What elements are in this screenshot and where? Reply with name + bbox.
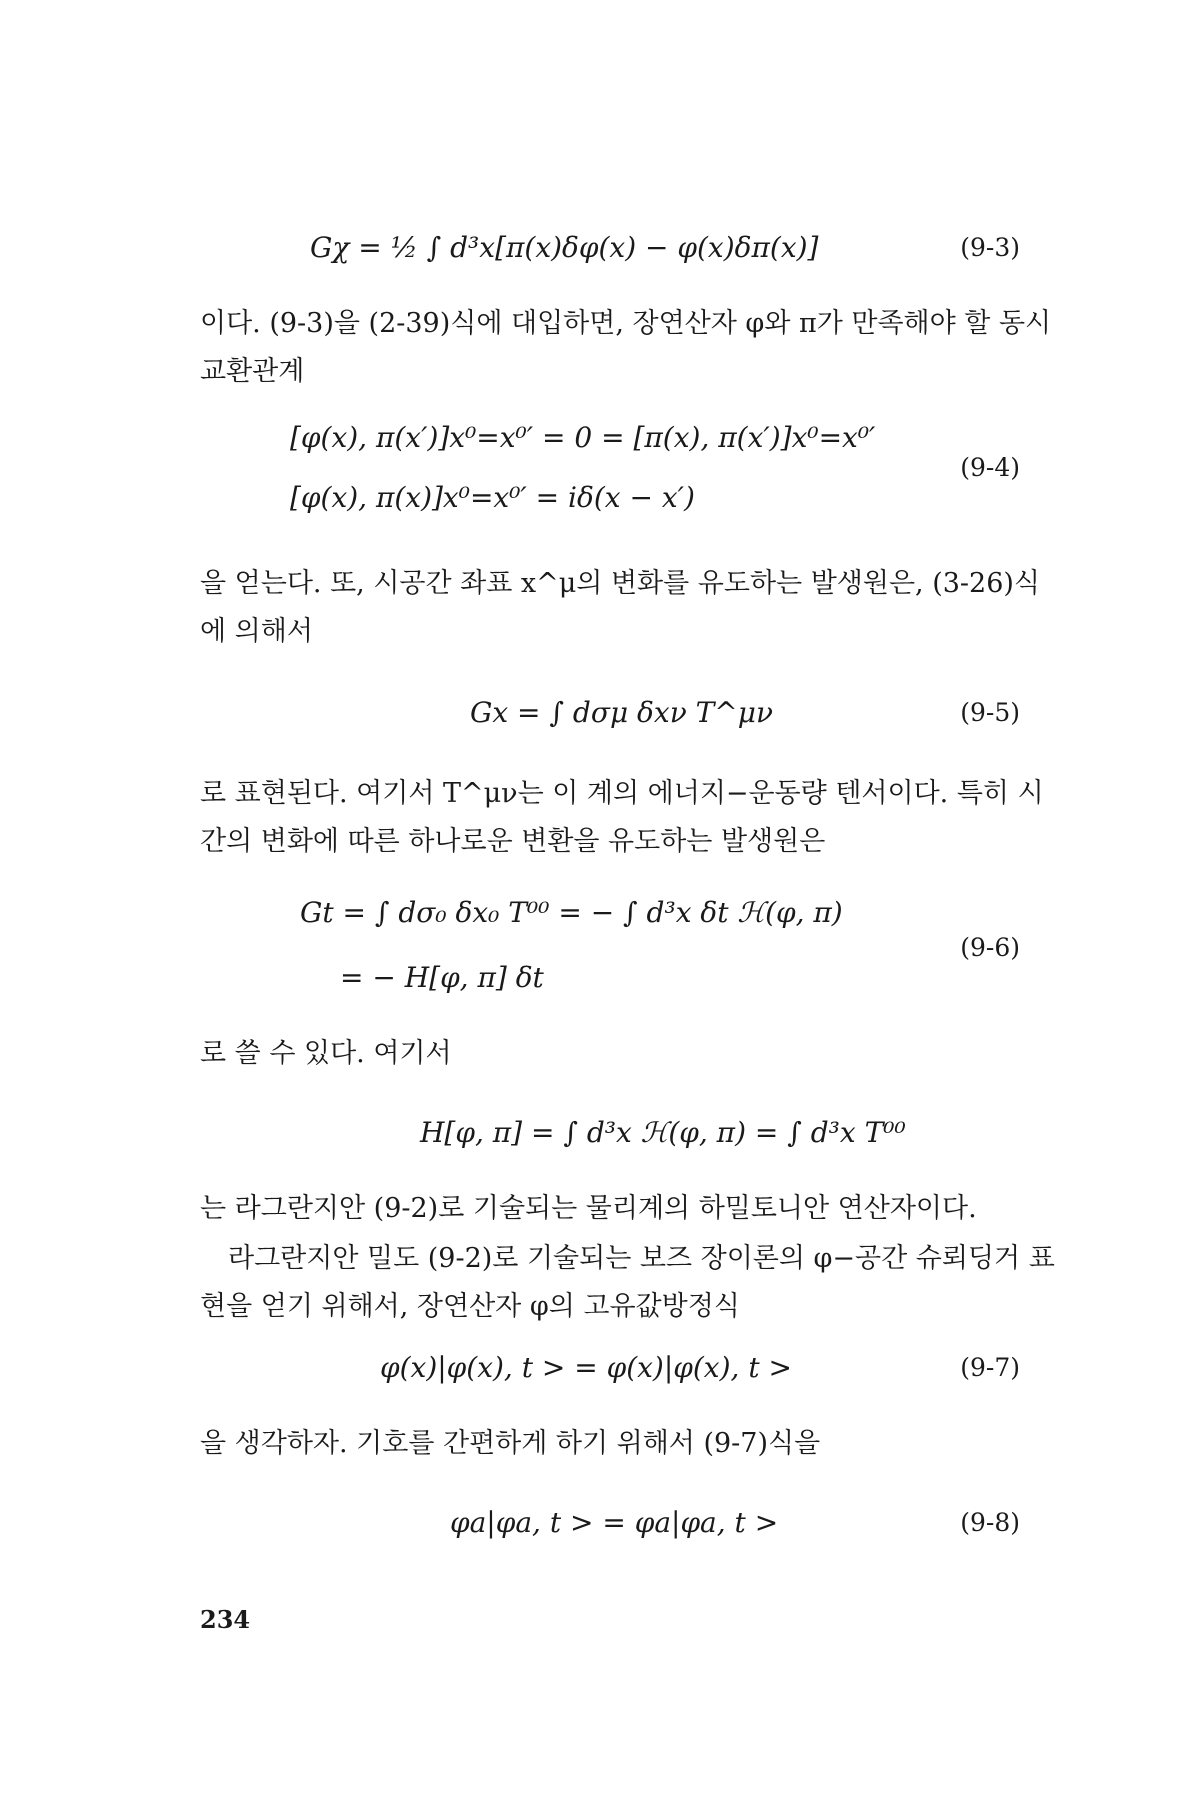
paragraph: 로 쓸 수 있다. 여기서: [200, 1038, 452, 1069]
equation-text: = − H[φ, π] δt: [340, 961, 544, 994]
paragraph: 을 얻는다. 또, 시공간 좌표 x^μ의 변화를 유도하는 발생원은, (3-26)식에 의해서: [200, 568, 1040, 647]
equation-number: (9-7): [960, 1353, 1020, 1382]
equation-text: Gχ = ½ ∫ d³x[π(x)δφ(x) − φ(x)δπ(x)]: [310, 231, 819, 264]
equation-text: Gt = ∫ dσ₀ δx₀ T⁰⁰ = − ∫ d³x δt ℋ(φ, π): [300, 896, 843, 929]
equation-number: (9-3): [960, 233, 1020, 262]
paragraph: 로 표현된다. 여기서 T^μν는 이 계의 에너지−운동량 텐서이다. 특히 시간의 변화에 따른 하나로운 변환을 유도하는 발생원은: [200, 778, 1044, 857]
equation-9-6a: [200, 885, 1060, 945]
equation-number: (9-8): [960, 1508, 1020, 1537]
equation-9-8: [200, 1495, 1060, 1555]
equation-text: Gx = ∫ dσμ δxν T^μν: [470, 696, 773, 729]
paragraph: 라그란지안 밀도 (9-2)로 기술되는 보즈 장이론의 φ−공간 슈뢰딩거 표현을 얻기 위해서, 장연산자 φ의 고유값방정식: [200, 1243, 1055, 1322]
paragraph: 을 생각하자. 기호를 간편하게 하기 위해서 (9-7)식을: [200, 1428, 821, 1459]
equation-text: H[φ, π] = ∫ d³x ℋ(φ, π) = ∫ d³x T⁰⁰: [420, 1116, 906, 1149]
equation-text: [φ(x), π(x)]x⁰=x⁰′ = iδ(x − x′): [290, 481, 695, 514]
equation-9-5: [200, 685, 1060, 745]
page-number: 234: [200, 1605, 251, 1634]
equation-9-3: [200, 220, 1060, 280]
equation-text: φa|φa, t > = φa|φa, t >: [450, 1506, 779, 1539]
equation-number: (9-4): [960, 453, 1020, 482]
equation-text: φ(x)|φ(x), t > = φ(x)|φ(x), t >: [380, 1351, 792, 1384]
equation-9-4b: [200, 453, 1060, 530]
equation-hamiltonian: [200, 1105, 1060, 1165]
equation-9-7: [200, 1340, 1060, 1400]
paragraph: 는 라그란지안 (9-2)로 기술되는 물리계의 하밀토니안 연산자이다.: [200, 1193, 977, 1224]
equation-number: (9-6): [960, 933, 1020, 962]
paragraph: 이다. (9-3)을 (2-39)식에 대입하면, 장연산자 φ와 π가 만족해야 할 동시 교환관계: [200, 308, 1052, 387]
equation-9-6b: [200, 933, 1060, 1010]
equation-text: [φ(x), π(x′)]x⁰=x⁰′ = 0 = [π(x), π(x′)]x⁰=x⁰′: [290, 421, 876, 454]
equation-number: (9-5): [960, 698, 1020, 727]
equation-9-4a: [200, 410, 1060, 470]
